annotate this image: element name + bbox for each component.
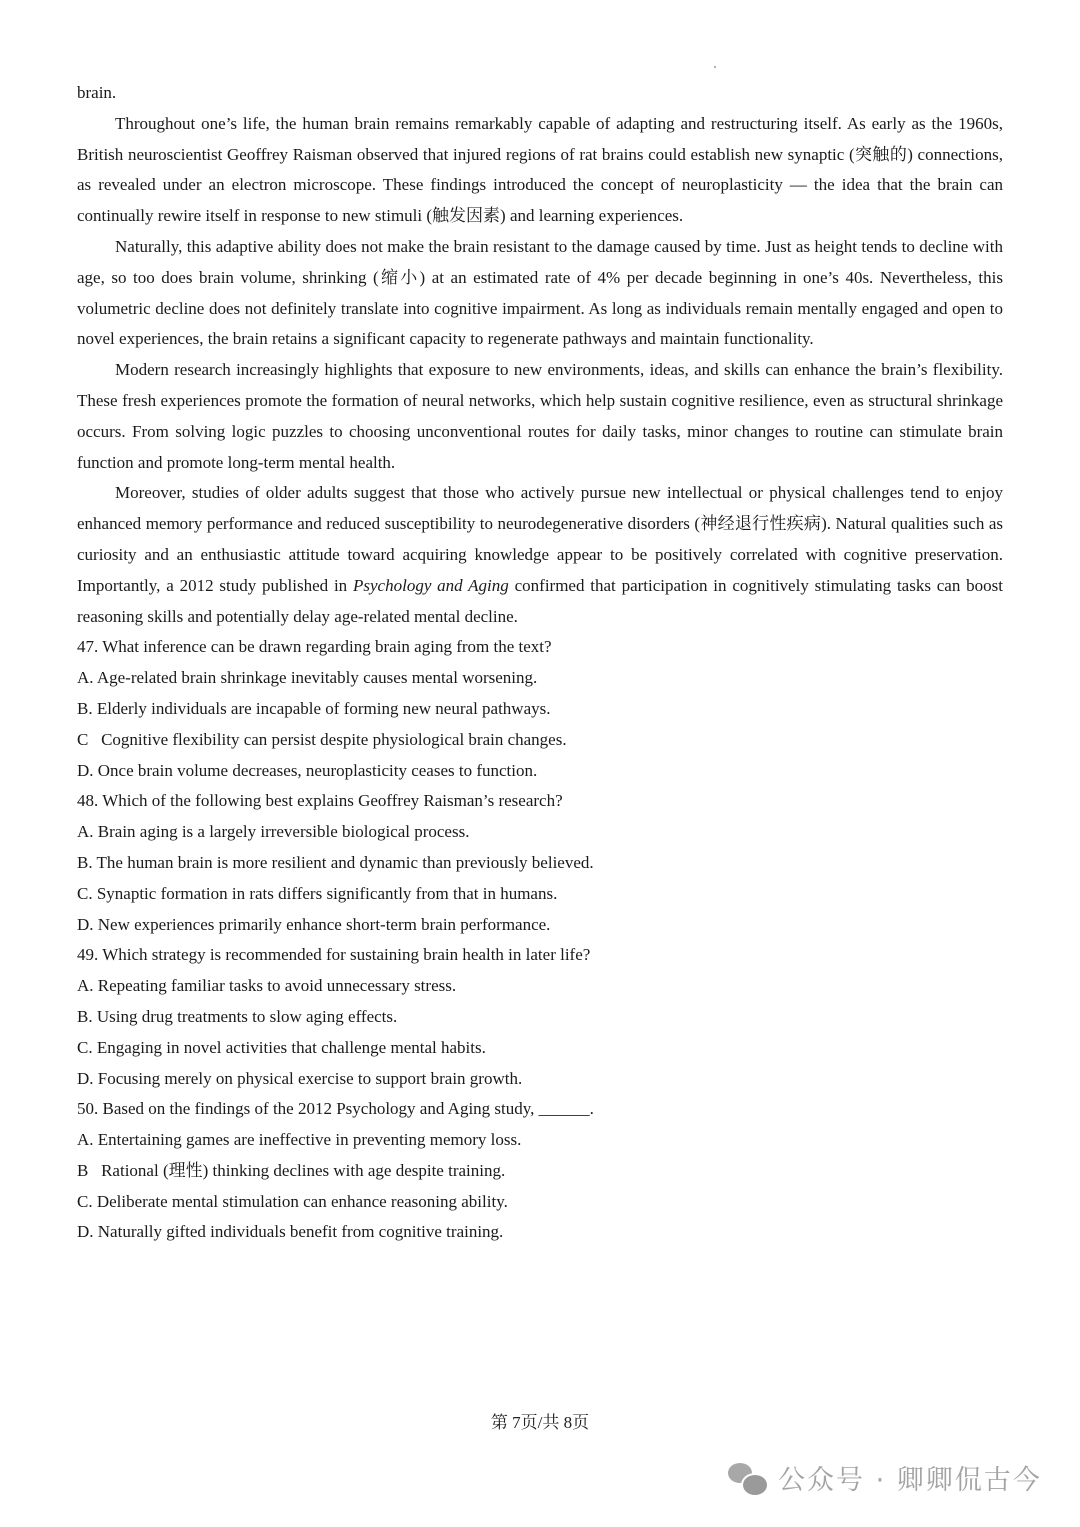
option-d: D. Focusing merely on physical exercise to support brain growth. xyxy=(77,1068,523,1088)
scan-speck xyxy=(714,66,716,68)
paragraph-4 xyxy=(77,478,1003,632)
option-d: D. Naturally gifted individuals benefit from cognitive training. xyxy=(77,1222,504,1242)
paragraph-4-text-b: confirmed that participation in cognitively stimulating tasks can boost reasoning skills and potentially delay age-related mental decline. xyxy=(77,575,1004,626)
option-c: C. Deliberate mental stimulation can enhance reasoning ability. xyxy=(77,1191,508,1211)
option-a: A. Entertaining games are ineffective in preventing memory loss. xyxy=(77,1130,522,1150)
question-49 xyxy=(77,940,1003,1094)
page-number: 第 7页/共 8页 xyxy=(490,1413,590,1432)
question-48 xyxy=(77,786,1003,940)
paragraph-1: Throughout one’s life, the human brain remains remarkably capable of adapting and restructuring itself. As early as the 1960s, British neuroscientist Geoffrey Raisman observed that injured regions of rat brains could establish new synaptic (突触的) connections, as revealed under an electron microscope. These findings introduced the concept of neuroplasticity — the idea that the brain can continually rewire itself in response to new stimuli (触发因素) and learning experiences. xyxy=(77,113,1003,226)
option-c: C. Synaptic formation in rats differs significantly from that in humans. xyxy=(77,883,558,903)
watermark xyxy=(728,1458,1042,1497)
option-c: C. Engaging in novel activities that challenge mental habits. xyxy=(77,1037,486,1057)
option-d: D. Once brain volume decreases, neuroplasticity ceases to function. xyxy=(77,760,538,780)
paragraph-3: Modern research increasingly highlights that exposure to new environments, ideas, and skills can enhance the brain’s flexibility. These fresh experiences promote the formation of neural networks, which help sustain cognitive resilience, even as structural shrinkage occurs. From solving logic puzzles to choosing unconventional routes for daily tasks, minor changes to routine can stimulate brain function and promote long-term mental health. xyxy=(77,360,1003,472)
option-c: C Cognitive flexibility can persist despite physiological brain changes. xyxy=(77,729,567,749)
option-b: B Rational (理性) thinking declines with age despite training. xyxy=(77,1160,506,1180)
question-stem: 50. Based on the findings of the 2012 Psychology and Aging study, ______. xyxy=(77,1099,594,1119)
question-47 xyxy=(77,632,1003,786)
question-stem: 49. Which strategy is recommended for sustaining brain health in later life? xyxy=(77,945,591,965)
question-stem: 48. Which of the following best explains Geoffrey Raisman’s research? xyxy=(77,791,563,811)
option-b: B. Elderly individuals are incapable of forming new neural pathways. xyxy=(77,698,551,718)
exam-page xyxy=(77,78,1003,1248)
option-b: B. The human brain is more resilient and dynamic than previously believed. xyxy=(77,852,594,872)
wechat-icon xyxy=(728,1461,768,1495)
watermark-text: 公众号 · 卿卿侃古今 xyxy=(778,1465,1042,1496)
question-50 xyxy=(77,1094,1003,1248)
option-a: A. Repeating familiar tasks to avoid unnecessary stress. xyxy=(77,976,457,996)
question-stem: 47. What inference can be drawn regarding brain aging from the text? xyxy=(77,637,552,657)
option-a: A. Age-related brain shrinkage inevitably causes mental worsening. xyxy=(77,668,538,688)
option-a: A. Brain aging is a largely irreversible biological process. xyxy=(77,822,470,842)
option-d: D. New experiences primarily enhance short-term brain performance. xyxy=(77,914,551,934)
paragraph-2: Naturally, this adaptive ability does not make the brain resistant to the damage caused by time. Just as height tends to decline with age, so too does brain volume, shrinking (缩小) at an estimated rate of 4% per decade beginning in one’s 40s. Nevertheless, this volumetric decline does not definitely translate into cognitive impairment. As long as individuals remain mentally engaged and open to novel experiences, the brain retains a significant capacity to regenerate pathways and maintain functionality. xyxy=(77,236,1003,349)
lead-fragment: brain. xyxy=(77,83,117,102)
journal-title: Psychology and Aging xyxy=(353,575,509,595)
paragraph-4-text-a: Moreover, studies of older adults suggest that those who actively pursue new intellectual or physical challenges tend to enjoy enhanced memory performance and reduced susceptibility to neurodegenerative disorders (神经退行性疾病). Natural qualities such as curiosity and an enthusiastic attitude toward acquiring knowledge appear to be positively correlated with cognitive preservation. Importantly, a 2012 study published in xyxy=(77,483,1003,595)
option-b: B. Using drug treatments to slow aging effects. xyxy=(77,1006,398,1026)
